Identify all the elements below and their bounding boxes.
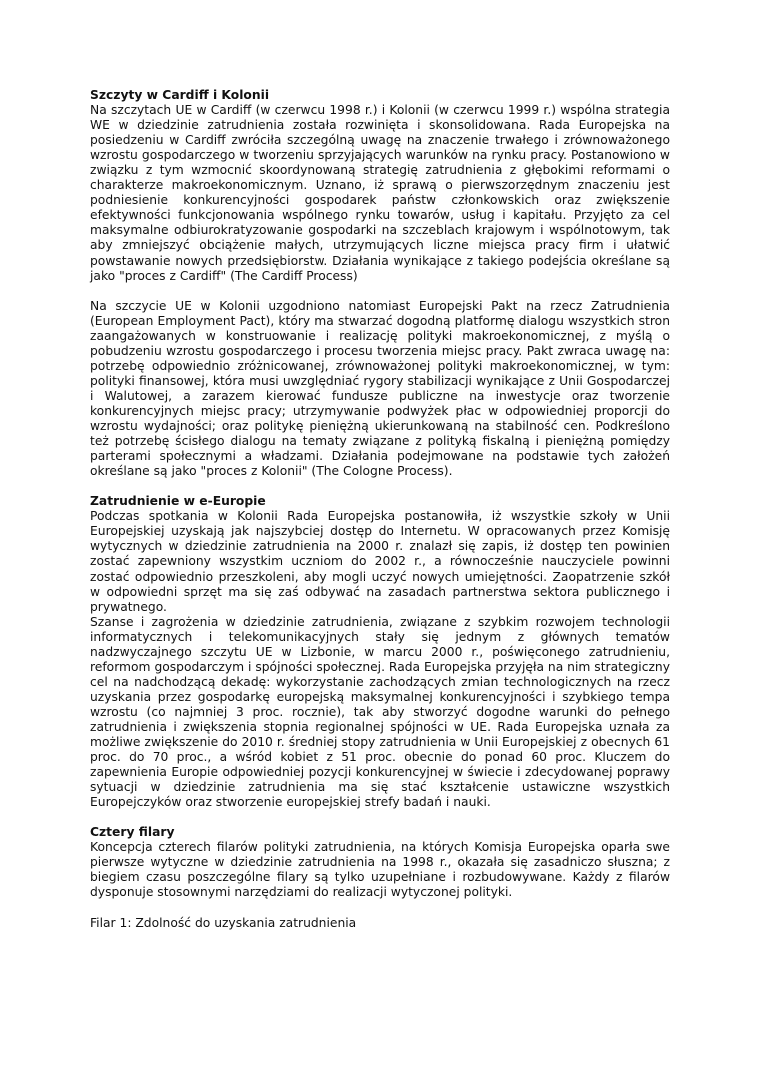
section-heading-four-pillars: Cztery filary bbox=[90, 825, 175, 840]
paragraph-spacer bbox=[90, 901, 670, 916]
pillar-1-title: Filar 1: Zdolność do uzyskania zatrudnienia bbox=[90, 915, 357, 930]
paragraph-lisbon-summit: Szanse i zagrożenia w dziedzinie zatrudnienia, związane z szybkim rozwojem technologii informatycznych i telekomunikacyjnych stały się jednym z głównych tematów nadzwyczajnego szczytu UE w Lizbonie, w marcu 2000 r., poświęconego zatrudnieniu, reformom gospodarczym i spójności społecznej. Rada Europejska przyjęła na nim strategiczny cel na nadchodzącą dekadę: wykorzystanie zachodzących zmian technologicznych na rzecz uzyskania przez gospodarkę europejską maksymalnej konkurencyjności i szybkiego tempa wzrostu (co najmniej 3 proc. rocznie), tak aby stworzyć dogodne warunki do pełnego zatrudnienia i zwiększenia stopnia regionalnej spójności w UE. Rada Europejska uznała za możliwe zwiększenie do 2010 r. średniej stopy zatrudnienia w Unii Europejskiej z obecnych 61 proc. do 70 proc., a wśród kobiet z 51 proc. obecnie do ponad 60 proc. Kluczem do zapewnienia Europie odpowiedniej pozycji konkurencyjnej w świecie i zdecydowanej poprawy sytuacji w dziedzinie zatrudnienia ma się stać kształcenie ustawiczne wszystkich Europejczyków oraz stworzenie europejskiej strefy badań i nauki. bbox=[90, 614, 670, 810]
paragraph-spacer bbox=[90, 284, 670, 299]
paragraph-four-pillars: Koncepcja czterech filarów polityki zatrudnienia, na których Komisja Europejska oparła swe pierwsze wytyczne w dziedzinie zatrudnienia na 1998 r., okazała się zasadniczo słuszna; z biegiem czasu poszczególne filary są tylko uzupełniane i rozbudowywane. Każdy z filarów dysponuje stosownymi narzędziami do realizacji wytyczonej polityki. bbox=[90, 840, 670, 900]
section-spacer bbox=[90, 479, 670, 494]
paragraph-cologne-process: Na szczycie UE w Kolonii uzgodniono natomiast Europejski Pakt na rzecz Zatrudnienia (European Employment Pact), który ma stwarzać dogodną platformę dialogu wszystkich stron zaangażowanych w konstruowanie i realizację polityki makroekonomicznej, z myślą o pobudzeniu wzrostu gospodarczego i procesu tworzenia miejsc pracy. Pakt zwraca uwagę na: potrzebę odpowiednio zróżnicowanej, zrównoważonej polityki makroekonomicznej, w tym: polityki finansowej, która musi uwzględniać rygory stabilizacji wynikające z Unii Gospodarczej i Walutowej, a zarazem kierować fundusze publiczne na inwestycje oraz tworzenie konkurencyjnych miejsc pracy; utrzymywanie podwyżek płac w odpowiedniej proporcji do wzrostu wydajności; oraz politykę pieniężną ukierunkowaną na stabilność cen. Podkreślono też potrzebę ścisłego dialogu na tematy związane z polityką fiskalną i pieniężną pomiędzy parterami społecznymi a władzami. Działania podejmowane na podstawie tych założeń określane są jako "proces z Kolonii" (The Cologne Process). bbox=[90, 298, 670, 479]
paragraph-cardiff-process: Na szczytach UE w Cardiff (w czerwcu 1998 r.) i Kolonii (w czerwcu 1999 r.) wspólna strategia WE w dziedzinie zatrudnienia została rozwinięta i skonsolidowana. Rada Europejska na posiedzeniu w Cardiff zwróciła szczególną uwagę na znaczenie trwałego i zrównoważonego wzrostu gospodarczego w tworzeniu sprzyjających warunków na rynku pracy. Postanowiono w związku z tym wzmocnić skoordynowaną strategię zatrudnienia z głębokimi reformami o charakterze makroekonomicznym. Uznano, iż sprawą o pierwszorzędnym znaczeniu jest podniesienie konkurencyjności gospodarek państw członkowskich oraz zwiększenie efektywności funkcjonowania wspólnego rynku towarów, usług i kapitału. Przyjęto za cel maksymalne odbiurokratyzowanie gospodarki na szczeblach krajowym i wspólnotowym, tak aby zmniejszyć obciążenie małych, utrzymujących liczne miejsca pracy firm i ułatwić powstawanie nowych przedsiębiorstw. Działania wynikające z takiego podejścia określane są jako "proces z Cardiff" (The Cardiff Process) bbox=[90, 103, 670, 283]
section-heading-e-europe: Zatrudnienie w e-Europie bbox=[90, 494, 266, 509]
section-spacer bbox=[90, 810, 670, 825]
document-page bbox=[90, 88, 670, 931]
section-heading-cardiff-cologne: Szczyty w Cardiff i Kolonii bbox=[90, 88, 270, 102]
paragraph-internet-schools: Podczas spotkania w Kolonii Rada Europejska postanowiła, iż wszystkie szkoły w Unii Europejskiej uzyskają jak najszybciej dostęp do Internetu. W opracowanych przez Komisję wytycznych w dziedzinie zatrudnienia na 2000 r. znalazł się zapis, iż dostęp ten powinien zostać zapewniony wszystkim uczniom do 2002 r., a równocześnie nauczyciele powinni zostać odpowiednio przeszkoleni, aby mogli uczyć nowych umiejętności. Zaopatrzenie szkół w odpowiedni sprzęt ma się zaś odbywać na zasadach partnerstwa sektora publicznego i prywatnego. bbox=[90, 509, 670, 614]
